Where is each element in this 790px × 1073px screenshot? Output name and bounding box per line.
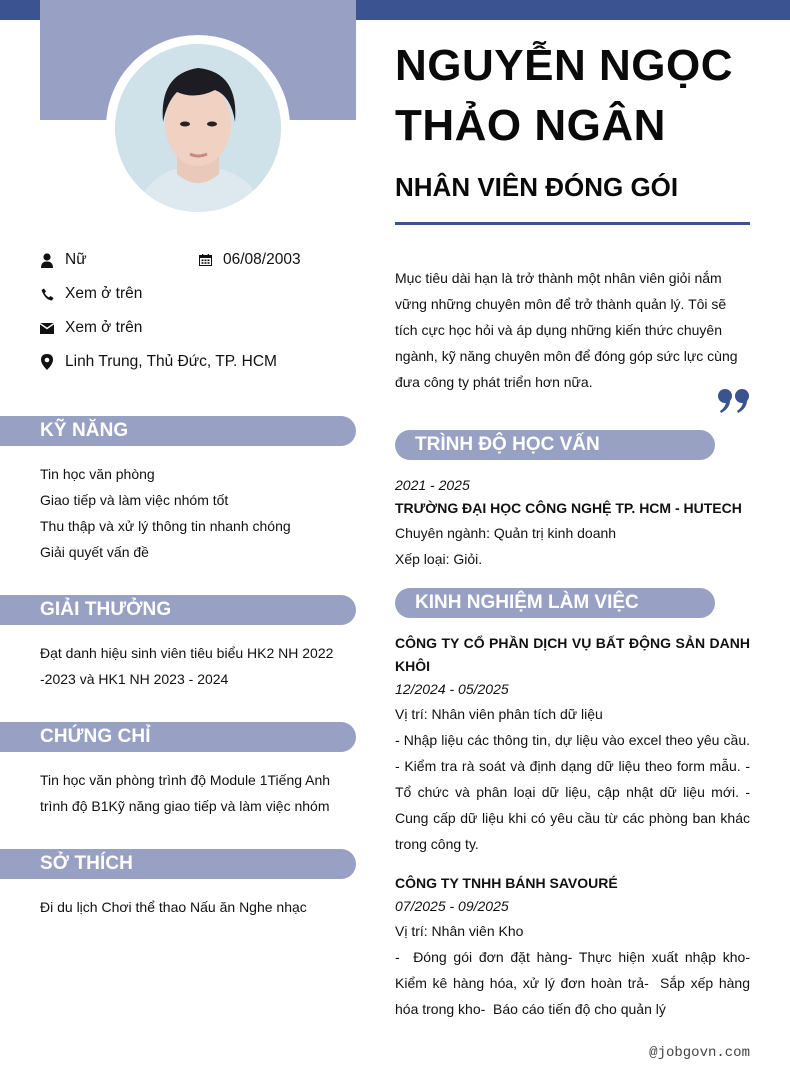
awards-text: Đạt danh hiệu sinh viên tiêu biểu HK2 NH 2022 -2023 và HK1 NH 2023 - 2024 bbox=[40, 645, 334, 687]
hobbies-title: SỞ THÍCH bbox=[40, 853, 134, 874]
birthday-value: 06/08/2003 bbox=[223, 251, 301, 268]
envelope-icon bbox=[40, 320, 54, 336]
education-title: TRÌNH ĐỘ HỌC VẤN bbox=[415, 434, 600, 455]
job-period: 07/2025 - 09/2025 bbox=[395, 898, 509, 914]
experience-job bbox=[395, 632, 750, 857]
contact-email bbox=[40, 319, 142, 337]
job-description: - Đóng gói đơn đặt hàng- Thực hiện xuất nhập kho- Kiểm kê hàng hóa, xử lý đơn hoàn trả- Sắp xếp hàng hóa trong kho- Báo cáo tiến độ cho quản lý bbox=[395, 949, 758, 1017]
job-title: NHÂN VIÊN ĐÓNG GÓI bbox=[395, 172, 679, 202]
phone-value: Xem ở trên bbox=[65, 285, 143, 302]
skill-item: Giao tiếp và làm việc nhóm tốt bbox=[40, 492, 229, 508]
job-period: 12/2024 - 05/2025 bbox=[395, 681, 509, 697]
skills-list bbox=[40, 461, 340, 565]
skills-header bbox=[0, 416, 356, 446]
experience-header bbox=[395, 588, 715, 618]
education-period: 2021 - 2025 bbox=[395, 477, 470, 493]
experience-title: KINH NGHIỆM LÀM VIỆC bbox=[415, 592, 639, 613]
portrait-photo-icon bbox=[115, 44, 281, 212]
job-position: Vị trí: Nhân viên Kho bbox=[395, 923, 524, 939]
education-header bbox=[395, 430, 715, 460]
education-grade: Xếp loại: Giỏi. bbox=[395, 551, 483, 567]
title-divider bbox=[395, 222, 750, 225]
map-pin-icon bbox=[40, 354, 54, 370]
education-school: TRƯỜNG ĐẠI HỌC CÔNG NGHỆ TP. HCM - HUTECH bbox=[395, 500, 742, 516]
job-position: Vị trí: Nhân viên phân tích dữ liệu bbox=[395, 706, 603, 722]
certificates-header bbox=[0, 722, 356, 752]
hobbies-text: Đi du lịch Chơi thể thao Nấu ăn Nghe nhạc bbox=[40, 899, 307, 915]
address-value: Linh Trung, Thủ Đức, TP. HCM bbox=[65, 353, 277, 370]
contact-phone bbox=[40, 285, 142, 303]
gender-value: Nữ bbox=[65, 251, 87, 268]
certificates-text: Tin học văn phòng trình độ Module 1Tiếng Anh trình độ B1Kỹ năng giao tiếp và làm việc nhóm bbox=[40, 772, 331, 814]
name-line-1: NGUYỄN NGỌC bbox=[395, 41, 733, 90]
phone-icon bbox=[40, 286, 54, 302]
profile-photo bbox=[115, 44, 281, 212]
footer-watermark: @jobgovn.com bbox=[649, 1045, 750, 1061]
awards-title: GIẢI THƯỞNG bbox=[40, 599, 172, 620]
candidate-name bbox=[395, 36, 775, 156]
objective-text: Mục tiêu dài hạn là trở thành một nhân viên giỏi nắm vững những chuyên môn để trở thành quản lý. Tôi sẽ tích cực học hỏi và áp dụng những kiến thức chuyên ngành, kỹ năng chuyên môn để đóng góp sức lực cùng đưa công ty phát triển hơn nữa. bbox=[395, 270, 738, 390]
education-entry bbox=[395, 474, 750, 572]
skill-item: Tin học văn phòng bbox=[40, 466, 155, 482]
hobbies-header bbox=[0, 849, 356, 879]
job-company: CÔNG TY TNHH BÁNH SAVOURÉ bbox=[395, 875, 618, 891]
skill-item: Giải quyết vấn đề bbox=[40, 544, 149, 560]
education-major: Chuyên ngành: Quản trị kinh doanh bbox=[395, 525, 617, 541]
skill-item: Thu thập và xử lý thông tin nhanh chóng bbox=[40, 518, 291, 534]
name-line-2: THẢO NGÂN bbox=[395, 101, 666, 150]
user-icon bbox=[40, 252, 54, 268]
calendar-icon bbox=[198, 252, 212, 268]
awards-header bbox=[0, 595, 356, 625]
job-description: - Nhập liệu các thông tin, dự liệu vào excel theo yêu cầu. - Kiểm tra rà soát và định dạng dữ liệu theo form mẫu. - Tổ chức và phân loại dữ liệu, cập nhật dữ liệu mới. - Cung cấp dữ liệu khi có yêu cầu từ các phòng ban khác trong công ty. bbox=[395, 732, 750, 852]
contact-gender bbox=[40, 251, 87, 269]
contact-address bbox=[40, 353, 277, 371]
skills-title: KỸ NĂNG bbox=[40, 420, 129, 441]
certificates-title: CHỨNG CHỈ bbox=[40, 726, 151, 747]
email-value: Xem ở trên bbox=[65, 319, 143, 336]
contact-birthday bbox=[198, 251, 301, 269]
experience-job bbox=[395, 872, 758, 1022]
job-company: CÔNG TY CỔ PHẦN DỊCH VỤ BẤT ĐỘNG SẢN DANH KHÔI bbox=[395, 635, 750, 674]
quote-icon bbox=[717, 388, 751, 419]
